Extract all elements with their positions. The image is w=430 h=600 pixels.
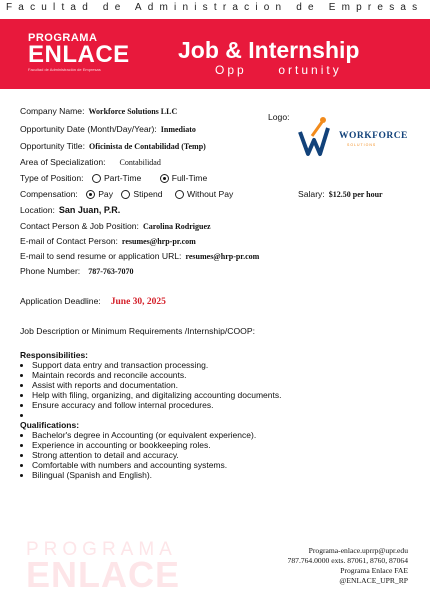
workforce-logo-sub: SOLUTIONS xyxy=(347,143,377,147)
logo-tagline: Facultad de Administración de Empresas xyxy=(28,67,101,72)
company-value: Workforce Solutions LLC xyxy=(88,107,178,116)
full-time-radio[interactable] xyxy=(160,174,169,183)
title-row xyxy=(20,141,206,151)
faculty-header: Facultad de Administracion de Empresas xyxy=(6,2,424,13)
part-time-radio[interactable] xyxy=(92,174,101,183)
job-description xyxy=(20,350,282,480)
pay-radio[interactable] xyxy=(86,190,95,199)
stipend-radio[interactable] xyxy=(121,190,130,199)
description-label: Job Description or Minimum Requirements /Internship/COOP: xyxy=(20,326,255,336)
responsibilities-heading: Responsibilities: xyxy=(20,350,89,360)
type-row xyxy=(20,173,207,183)
footer-email: Programa-enlace.uprrp@upr.edu xyxy=(308,546,408,555)
salary-label: Salary: xyxy=(298,189,325,199)
list-item: • Maintain records and reconcile accounts. xyxy=(32,370,282,380)
resume-label: E-mail to send resume or application URL: xyxy=(20,251,182,261)
compensation-label: Compensation: xyxy=(20,189,78,199)
list-item: • Bachelor's degree in Accounting (or equivalent experience). xyxy=(32,430,282,440)
email-label: E-mail of Contact Person: xyxy=(20,236,118,246)
area-row xyxy=(20,157,161,167)
list-item: • Assist with reports and documentation. xyxy=(32,380,282,390)
qualifications-heading: Qualifications: xyxy=(20,420,80,430)
list-item: • Ensure accuracy and follow internal procedures. xyxy=(32,400,282,410)
logo-programa-text: PROGRAMA xyxy=(28,32,98,44)
contact-row xyxy=(20,221,211,231)
logo-enlace-text: ENLACE xyxy=(28,41,130,68)
compensation-row xyxy=(20,189,233,199)
programa-enlace-watermark xyxy=(26,540,180,593)
watermark-enlace-text: ENLACE xyxy=(26,554,181,595)
without-pay-label: Without Pay xyxy=(186,189,234,199)
responsibilities-list xyxy=(20,360,282,420)
title-label: Opportunity Title: xyxy=(20,141,85,151)
title-value: Oficinista de Contabilidad (Temp) xyxy=(88,142,206,151)
list-item: • Bilingual (Spanish and English). xyxy=(32,470,282,480)
footer-program: Programa Enlace FAE xyxy=(340,566,408,575)
email-row xyxy=(20,236,196,246)
part-time-label: Part-Time xyxy=(103,173,142,183)
resume-value: resumes@hrp-pr.com xyxy=(185,252,260,261)
programa-enlace-logo xyxy=(28,33,130,72)
banner-subtitle: Opp ortunity xyxy=(215,63,342,77)
date-value: Inmediato xyxy=(160,125,196,134)
salary-row xyxy=(298,189,383,199)
area-label: Area of Specialization: xyxy=(20,157,106,167)
full-time-label: Full-Time xyxy=(171,173,208,183)
deadline-row xyxy=(20,296,166,307)
date-label: Opportunity Date (Month/Day/Year): xyxy=(20,124,157,134)
company-label: Company Name: xyxy=(20,106,85,116)
list-item: • Comfortable with numbers and accounting systems. xyxy=(32,460,282,470)
resume-row xyxy=(20,251,259,261)
logo-label: Logo: xyxy=(268,112,290,122)
footer-phone: 787.764.0000 exts. 87061, 8760, 87064 xyxy=(287,556,408,565)
location-row xyxy=(20,205,120,215)
deadline-label: Application Deadline: xyxy=(20,296,101,306)
email-value: resumes@hrp-pr.com xyxy=(121,237,196,246)
watermark-programa-text: PROGRAMA xyxy=(26,539,177,560)
salary-value: $12.50 per hour xyxy=(328,190,383,199)
company-row xyxy=(20,106,177,116)
workforce-logo-name: WORKFORCE xyxy=(339,131,408,141)
location-label: Location: xyxy=(20,205,55,215)
without-pay-radio[interactable] xyxy=(175,190,184,199)
footer-contact xyxy=(276,546,408,586)
location-value: San Juan, P.R. xyxy=(58,205,121,215)
deadline-value: June 30, 2025 xyxy=(110,297,166,307)
list-item: • Experience in accounting or bookkeeping roles. xyxy=(32,440,282,450)
list-item: • Support data entry and transaction processing. xyxy=(32,360,282,370)
date-row xyxy=(20,124,196,134)
description-row xyxy=(20,326,255,336)
qualifications-list xyxy=(20,430,282,480)
footer-handle: @ENLACE_UPR_RP xyxy=(339,576,408,585)
type-label: Type of Position: xyxy=(20,173,84,183)
phone-row xyxy=(20,266,134,276)
contact-value: Carolina Rodriguez xyxy=(142,222,211,231)
stipend-label: Stipend xyxy=(133,189,163,199)
phone-value: 787-763-7070 xyxy=(88,267,134,276)
area-value: Contabilidad xyxy=(119,158,161,167)
phone-label: Phone Number: xyxy=(20,266,81,276)
list-item: • Strong attention to detail and accuracy. xyxy=(32,450,282,460)
pay-label: Pay xyxy=(98,189,114,199)
list-item: • Help with filing, organizing, and digitalizing accounting documents. xyxy=(32,390,282,400)
contact-label: Contact Person & Job Position: xyxy=(20,221,139,231)
banner-title: Job & Internship xyxy=(178,37,360,63)
list-item xyxy=(32,410,282,420)
